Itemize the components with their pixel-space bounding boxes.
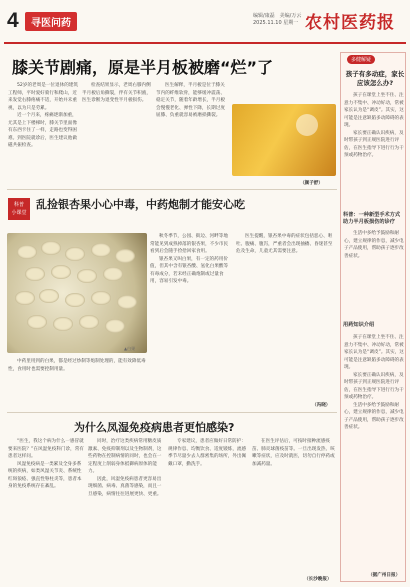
badge-line2: 小课堂 bbox=[11, 210, 27, 216]
article1-para-2: 检查结果显示，老周右膝内侧半月板后角撕裂，伴有关节积液，医生诊断为退变性半月板损伤。 bbox=[82, 83, 151, 103]
sidebar-col1 bbox=[344, 92, 404, 210]
ginkgo-photo bbox=[7, 233, 147, 353]
edition-editors: 编辑/康磊 美编/万云 bbox=[253, 13, 302, 19]
article2-para-2: 医生提醒，银杏果中毒的症状包括恶心、呕吐、腹痛、腹泻，严重者会出现抽搐、昏迷甚至危及生命，儿童尤其需要注意。 bbox=[236, 234, 333, 254]
article3-col3 bbox=[168, 438, 248, 583]
sidebar-para-2-repeat: 生活中多给予鼓励和耐心，建立规律的作息，减少电子产品使用，帮助孩子逐步改善症状。 bbox=[344, 402, 404, 430]
header-rule bbox=[4, 42, 406, 44]
newspaper-brand: 农村医药报 bbox=[305, 13, 395, 33]
article3-para-3: 因此，风湿免疫病患者更容易出现细菌、病毒、真菌等感染，而且一旦感染，病情往往进展更快、更重。 bbox=[88, 476, 162, 497]
article2-para-0: 秋冬季节，公园、街边、河畔等地常能见到成熟掉落的银杏果，不少市民看到后会随手捡拾回家食用。 bbox=[150, 234, 229, 254]
article3-para-2: 同时，治疗这类疾病常用糖皮质激素、免疫抑制剂以及生物制剂，这些药物在控制病情的同时，也会在一定程度上削弱身体抵御病原体的能力。 bbox=[88, 439, 162, 474]
article3-para-0: “医生，我这个病为什么一感冒就要来医院？”在风湿免疫科门诊，常有患者这样问。 bbox=[8, 439, 84, 459]
edition-meta bbox=[253, 13, 301, 27]
ginkgo-caption: ▲白果 bbox=[124, 346, 136, 351]
article2-col1 bbox=[150, 233, 232, 411]
sidebar-para-1: 家长要正确认识疾病，及时带孩子到正规医院进行评估，在医生指导下进行行为干预或药物治疗。 bbox=[344, 130, 404, 158]
sidebar-col2 bbox=[344, 230, 404, 320]
article3-col4 bbox=[252, 438, 336, 576]
article1-col1 bbox=[8, 82, 78, 180]
article2-badge bbox=[8, 198, 30, 220]
sidebar-question: 孩子有多动症，家长应该怎么办? bbox=[345, 70, 405, 87]
article1-col3 bbox=[156, 82, 228, 180]
article1-author: （颜子舒） bbox=[300, 181, 323, 186]
sidebar-subtitle-2: 用药知识介绍 bbox=[343, 322, 375, 328]
sidebar-tag: 多健解疑 bbox=[347, 55, 375, 64]
sidebar-para-0: 孩子在课堂上坐不住、注意力不集中、冲动好动，常被家长认为是“调皮”。其实，这可能是注意缺陷多动障碍的表现。 bbox=[344, 93, 404, 128]
section-divider-1 bbox=[7, 189, 337, 190]
photo-highlight bbox=[296, 114, 318, 136]
article2-col2 bbox=[236, 233, 336, 403]
article3-title: 为什么凤湿免疫病患者更怕感染? bbox=[74, 421, 235, 434]
sidebar-para-1-repeat: 家长要正确认识疾病，及时带孩子到正规医院进行评估，在医生指导下进行行为干预或药物治疗。 bbox=[344, 372, 404, 400]
article2-para-1: 银杏果又叫白果，有一定的药用价值，但其中含有银杏酸、氢化白果酸等有毒成分，若未经正确炮制或过量食用，容易引发中毒。 bbox=[150, 256, 229, 284]
article1-title: 膝关节剧痛，原是半月板被磨“烂”了 bbox=[12, 58, 274, 77]
article3-para-4: 专家建议，患者应做好日常防护：规律作息、均衡饮食、适度锻炼，流感季节尽量少去人群密集的场所，外出佩戴口罩，勤洗手。 bbox=[168, 439, 247, 467]
article1-col2 bbox=[82, 82, 152, 180]
article1-para-0: 52岁的老周是一位退休的建筑工程师，平时爱好骑行和爬山，近来发觉右膝疼痛不适，开始并未重视，以为只是劳累。 bbox=[8, 83, 78, 111]
page-header bbox=[0, 0, 410, 48]
section-label: 寻医问药 bbox=[25, 12, 77, 31]
article3-para-5: 在医生评估后，可按时接种流感疫苗、肺炎球菌疫苗等。一旦出现发热、咳嗽等症状，应及时就医，切勿自行停药或加减药量。 bbox=[252, 439, 335, 467]
article1-para-3: 医生解释，半月板是位于膝关节内的纤维软骨，能够缓冲震荡、稳定关节，随着年龄增长，半月板会慢慢老化、弹性下降，长期过度屈膝、负重就容易被磨损撕裂。 bbox=[156, 83, 225, 118]
article3-author: （长沙晚报） bbox=[304, 577, 332, 582]
article1-para-1: 近一个月来，疼痛逐渐加重，尤其是上下楼梯时，膝关节里面像有东西卡住了一样，走路也变得困难。到医院就诊后，医生建议他做磁共振检查。 bbox=[8, 113, 77, 148]
article3-col1 bbox=[8, 438, 84, 583]
sidebar-col3 bbox=[344, 334, 404, 570]
article2-title: 乱捡银杏果小心中毒，中药炮制才能安心吃 bbox=[36, 198, 245, 211]
sidebar-author: （据广州日报） bbox=[368, 573, 401, 578]
badge-line1: 科普 bbox=[13, 202, 24, 208]
sidebar-para-2: 生活中多给予鼓励和耐心，建立规律的作息，减少电子产品使用，帮助孩子逐步改善症状。 bbox=[344, 231, 404, 259]
article2-col0 bbox=[8, 358, 148, 413]
sidebar-subtitle-1: 科普：一种新型手术方式助力半月板损伤的诊疗 bbox=[343, 212, 401, 225]
section-divider-2 bbox=[7, 412, 337, 413]
article2-author: （冯晓） bbox=[312, 403, 331, 408]
article3-col2 bbox=[88, 438, 164, 583]
edition-date: 2025.11.10 星期一 bbox=[253, 20, 299, 26]
article2-para-3: 中药里用到的白果，都是经过炒制等炮制处理的，能有效降低毒性，食用时也需要控制用量。 bbox=[8, 359, 146, 372]
page-number: 4 bbox=[7, 9, 19, 32]
sidebar-para-0-repeat: 孩子在课堂上坐不住、注意力不集中、冲动好动，常被家长认为是“调皮”。其实，这可能是注意缺陷多动障碍的表现。 bbox=[344, 335, 404, 370]
article1-photo bbox=[232, 104, 336, 176]
article3-para-1: 风湿免疫病是一类累及全身多系统的疾病，如类风湿关节炎、系统性红斑狼疮、强直性脊柱炎等，患者本身的免疫系统存在紊乱。 bbox=[8, 461, 82, 489]
